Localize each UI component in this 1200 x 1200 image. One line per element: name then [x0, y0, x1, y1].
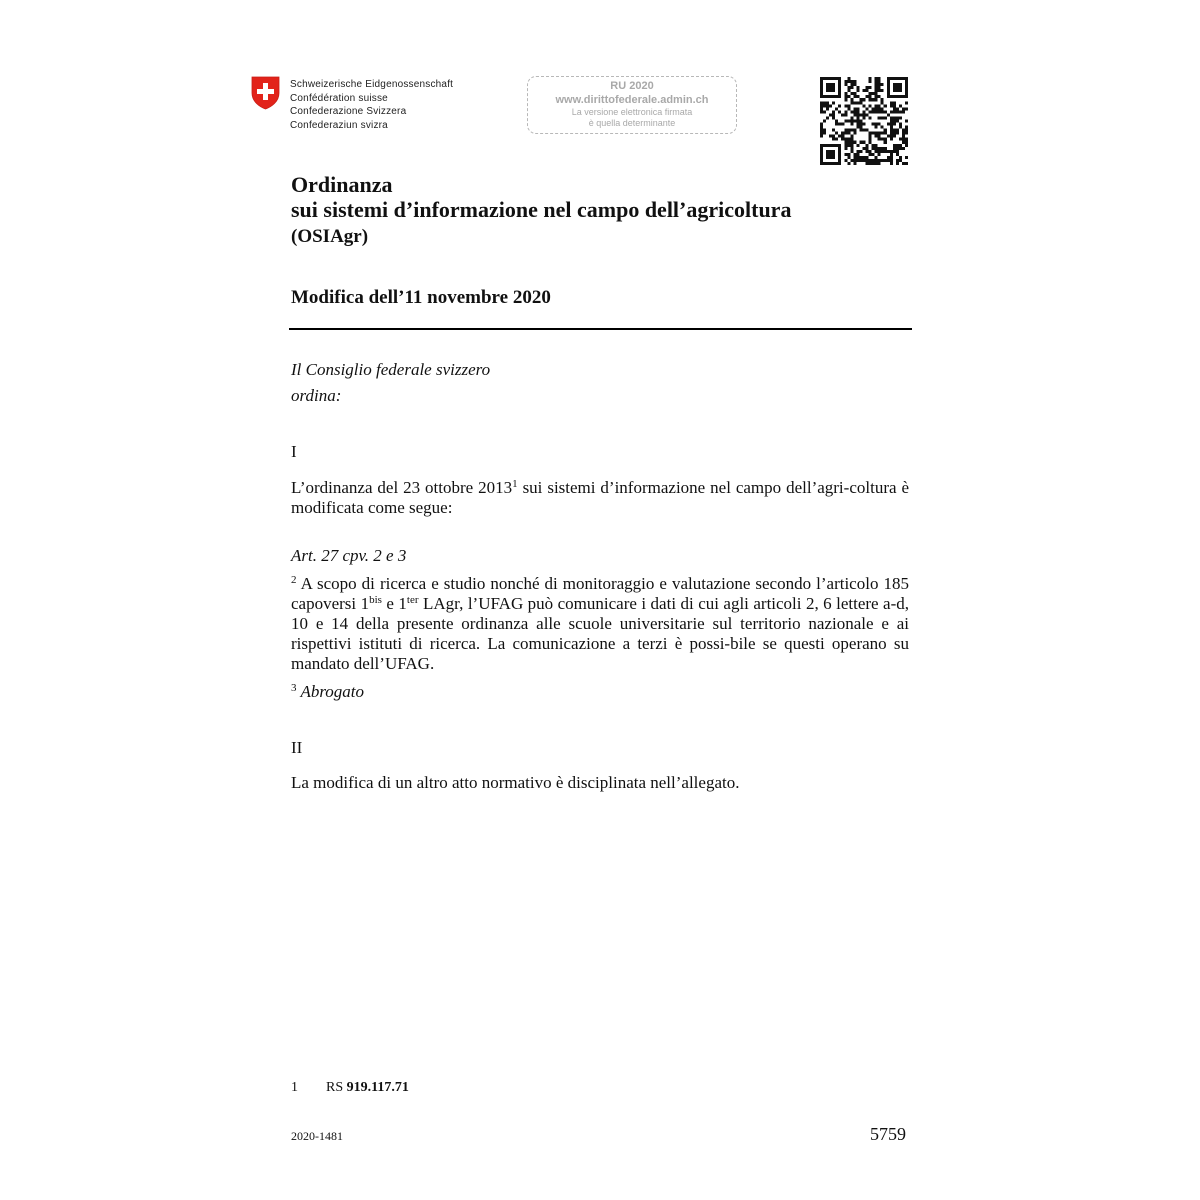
title-line-1: Ordinanza — [291, 172, 393, 197]
confed-name-fr: Confédération suisse — [290, 92, 388, 104]
paragraph-2-number: 2 — [291, 574, 297, 586]
confed-name-de: Schweizerische Eidgenossenschaft — [290, 79, 454, 90]
stamp-note-line2: è quella determinante — [588, 118, 676, 128]
superscript-ter: ter — [406, 594, 419, 606]
amendment-date: Modifica dell’11 novembre 2020 — [291, 287, 551, 308]
confed-name-it: Confederazione Svizzera — [290, 106, 407, 117]
qr-code-icon — [820, 77, 908, 165]
superscript-bis: bis — [369, 594, 382, 606]
title-divider — [289, 328, 912, 330]
confed-name-rm: Confederaziun svizra — [290, 119, 388, 131]
preamble-issuer: Il Consiglio federale svizzero — [291, 360, 491, 379]
footnote-prefix: RS — [326, 1080, 347, 1095]
footnote-number: 1 — [291, 1080, 298, 1095]
swiss-cross-logo-icon — [251, 76, 280, 110]
footnote — [291, 1079, 409, 1097]
section-2-text: La modifica di un altro atto normativo è disciplinata nell’allegato. — [291, 773, 740, 792]
preamble-enactment: ordina: — [291, 386, 342, 405]
section-1-heading: I — [291, 442, 297, 461]
stamp-note-line1: La versione elettronica firmata — [571, 107, 693, 117]
footnote-ref: 1 — [512, 478, 518, 490]
confederation-names — [290, 78, 453, 132]
footnote-reference: 919.117.71 — [346, 1080, 409, 1095]
official-publication-stamp — [527, 76, 737, 134]
paragraph-2-text-a: A scopo di ricerca e studio nonché di monitoraggio e valutazione secondo l’articolo 185 capoversi 1 — [291, 574, 909, 613]
section-1-intro — [291, 478, 909, 518]
article-title: Art. 27 cpv. 2 e 3 — [291, 546, 407, 565]
intro-text-end: sui sistemi d’informazione nel campo dell’agri-coltura è modificata come segue: — [291, 478, 909, 517]
title-line-2: sui sistemi d’informazione nel campo dell’agricoltura — [291, 197, 792, 222]
paragraph-2 — [291, 574, 909, 674]
section-2-heading: II — [291, 738, 303, 757]
document-code: 2020-1481 — [291, 1129, 343, 1143]
stamp-website: www.dirittofederale.admin.ch — [555, 94, 709, 106]
intro-text-start: L’ordinanza del 23 ottobre 2013 — [291, 478, 513, 497]
page-number: 5759 — [870, 1124, 906, 1144]
paragraph-3-text: Abrogato — [296, 682, 365, 701]
paragraph-2-text-c: LAgr, l’UFAG può comunicare i dati di cui agli articoli 2, 6 lettere a-d, 10 e 14 della presente ordinanza alle scuole universitarie sul territorio nazionale e ai rispettivi istituti di ricerca. La comunicazione a terzi è possi-bile se questi operano su mandato dell’UFAG. — [291, 594, 910, 673]
paragraph-2-text-b: e 1 — [381, 594, 407, 613]
document-title — [291, 172, 791, 252]
paragraph-3-number: 3 — [291, 682, 297, 694]
stamp-collection: RU 2020 — [610, 80, 654, 92]
title-abbreviation: (OSIAgr) — [291, 226, 369, 247]
paragraph-3 — [291, 682, 364, 702]
